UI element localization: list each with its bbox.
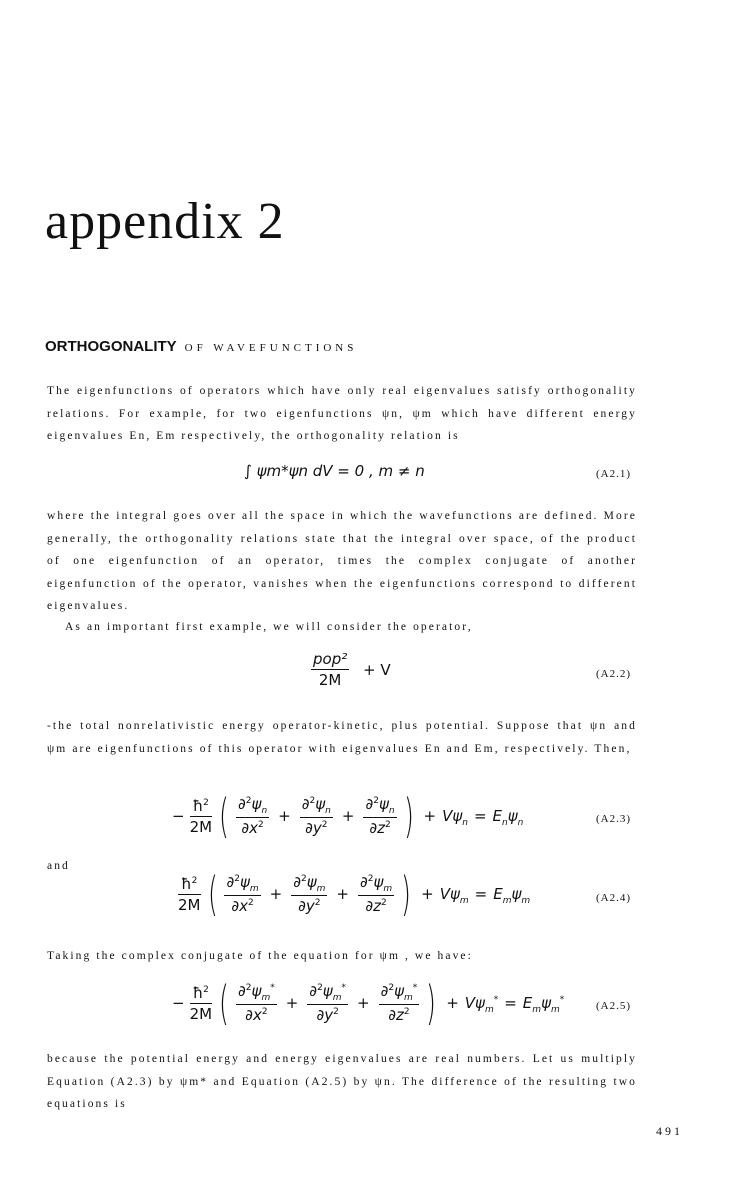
equation-number-a2-5: (A2.5) — [596, 1000, 632, 1012]
section-heading-rest: OF WAVEFUNCTIONS — [184, 342, 358, 354]
equation-a2-1: ∫ ψm*ψn dV = 0 , m ≠ n — [244, 462, 425, 480]
equation-number-a2-4: (A2.4) — [596, 892, 632, 904]
equation-a2-4: $\frac{ħ^2}{2M}$ ( $\frac{\partial^2\psi_m}{\partial x^2}$ + $\frac{\partial^2\psi_m}{\partial y^2}$ + $\frac{\partial^2\psi_m}{\partial z^2}$ ) + $V\psi_m = E_m\psi_m$ — [178, 867, 531, 921]
eq2-tail: + V — [363, 660, 391, 679]
eq2-numerator: pop² — [313, 650, 348, 668]
paragraph-6: because the potential energy and energy eigenvalues are real numbers. Let us multiply Equation (A2.3) by ψm* and Equation (A2.5) by ψn. The difference of the resulting two equations is — [47, 1053, 637, 1110]
page-number: 491 — [656, 1124, 683, 1138]
section-heading-bold: ORTHOGONALITY — [45, 338, 177, 355]
paragraph-2: where the integral goes over all the space in which the wavefunctions are defined. More generally, the orthogonality relations state that the integral over space, of the product of one eigenfunction of an operator, times the complex conjugate of another eigenfunction of the operator, vanishes when the eigenfunctions correspond to different eigenvalues. — [47, 510, 637, 612]
equation-number-a2-2: (A2.2) — [596, 668, 632, 680]
equation-a2-5: − $\frac{ħ^2}{2M}$ ( $\frac{\partial^2\psi_m^*}{\partial x^2}$ + $\frac{\partial^2\psi_m^*}{\partial y^2}$ + $\frac{\partial^2\psi_m^*}{\partial z^2}$ ) + $V\psi_m^* = E_m\psi_m^*$ — [172, 976, 565, 1030]
paragraph-1: The eigenfunctions of operators which have only real eigenvalues satisfy orthogonality relations. For example, for two eigenfunctions ψn, ψm which have different energy eigenvalues En, Em respectively, the orthogonality relation is — [47, 385, 637, 442]
equation-number-a2-3: (A2.3) — [596, 813, 632, 825]
and-text: and — [47, 860, 70, 872]
equation-a2-3: − $\frac{ħ^2}{2M}$ ( $\frac{\partial^2\psi_n}{\partial x^2}$ + $\frac{\partial^2\psi_n}{\partial y^2}$ + $\frac{\partial^2\psi_n}{\partial z^2}$ ) + $V\psi_n = E_n\psi_n$ — [172, 789, 524, 843]
paragraph-3: As an important first example, we will consider the operator, — [65, 621, 473, 633]
eq2-denominator: 2M — [318, 671, 342, 689]
paragraph-4: -the total nonrelativistic energy operator-kinetic, plus potential. Suppose that ψn and ψm are eigenfunctions of this operator with eigenvalues En and Em, respectively. Then, — [47, 720, 637, 755]
paragraph-5: Taking the complex conjugate of the equation for ψm , we have: — [47, 950, 473, 962]
chapter-title: appendix 2 — [45, 193, 285, 250]
equation-number-a2-1: (A2.1) — [596, 468, 632, 480]
equation-a2-2 — [308, 650, 397, 689]
section-heading — [45, 338, 357, 356]
